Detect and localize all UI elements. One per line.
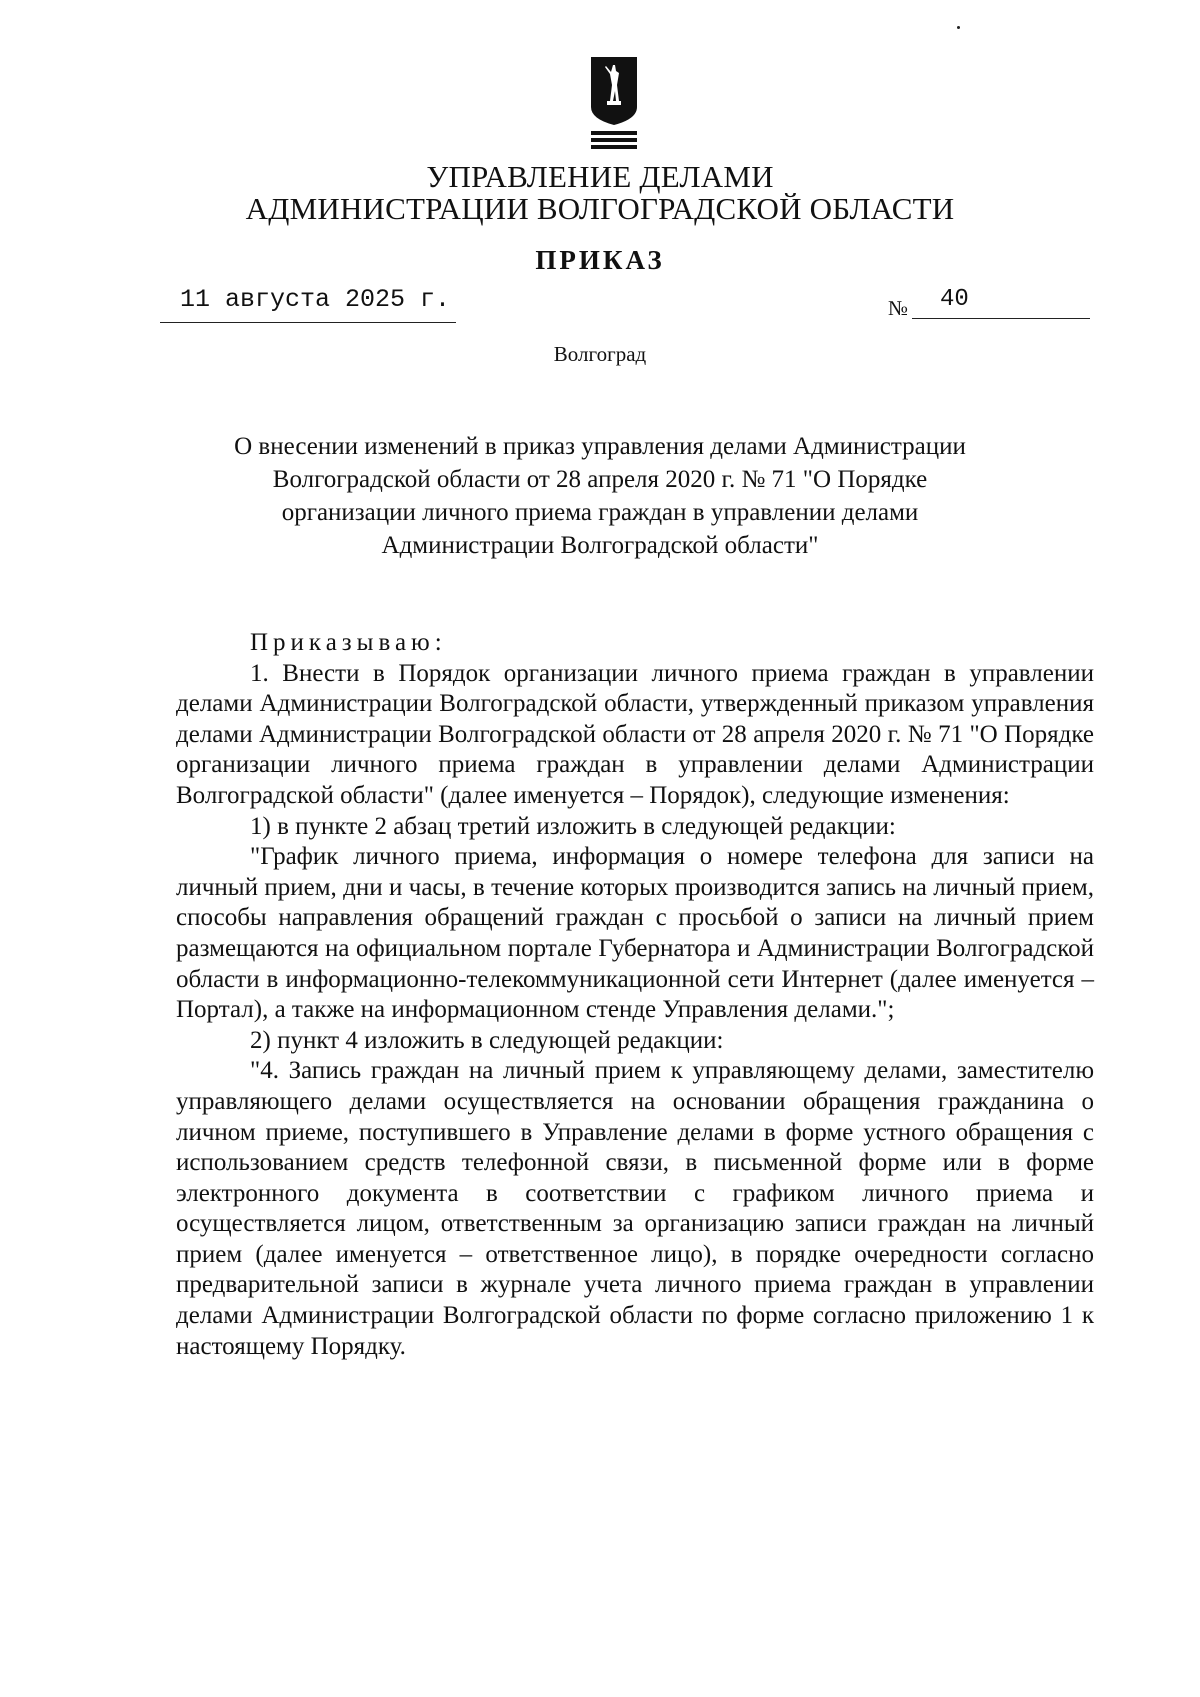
subject-line: организации личного приема граждан в управлении делами (281, 499, 919, 526)
organization-name-line2: АДМИНИСТРАЦИИ ВОЛГОГРАДСКОЙ ОБЛАСТИ (245, 191, 955, 226)
volgograd-coat-of-arms-icon (589, 55, 639, 150)
number-underline (912, 318, 1090, 319)
subject-line: О внесении изменений в приказ управления делами Администрации (234, 433, 966, 460)
order-preamble: Приказываю: (250, 629, 447, 656)
body-paragraph: "График личного приема, информация о номере телефона для записи на личный прием, дни и часы, в течение которых производится запись на личный прием, способы направления обращений граждан с просьбой о записи на личный прием размещаются на официальном портале Губернатора и Администрации Волгоградской области в информационно-телекоммуникационной сети Интернет (далее именуется – Портал), а также на информационном стенде Управления делами."; (176, 843, 1094, 1024)
document-subject (180, 430, 1020, 562)
date-underline (160, 322, 456, 323)
body-paragraph: 1. Внести в Порядок организации личного приема граждан в управлении делами Администрации Волгоградской области, утвержденный приказом управления делами Администрации Волгоградской области от 28 апреля 2020 г. № 71 "О Порядке организации личного приема граждан в управлении делами Администрации Волгоградской области" (далее именуется – Порядок), следующие изменения: (176, 659, 1094, 809)
document-body (176, 628, 1094, 1362)
subject-line: Администрации Волгоградской области" (381, 532, 819, 559)
organization-name-line1: УПРАВЛЕНИЕ ДЕЛАМИ (426, 159, 774, 194)
document-date: 11 августа 2025 г. (180, 285, 451, 314)
document-number-label: № (888, 296, 909, 320)
document-number: 40 (940, 286, 969, 313)
document-city: Волгоград (553, 342, 647, 366)
subject-line: Волгоградской области от 28 апреля 2020 г. № 71 "О Порядке (272, 466, 928, 493)
scan-speck (957, 26, 960, 29)
body-paragraph: 1) в пункте 2 абзац третий изложить в следующей редакции: (250, 812, 896, 840)
document-type-title: ПРИКАЗ (535, 245, 665, 275)
body-paragraph: 2) пункт 4 изложить в следующей редакции: (250, 1026, 724, 1054)
body-paragraph: "4. Запись граждан на личный прием к управляющему делами, заместителю управляющего делами осуществляется на основании обращения гражданина о личном приеме, поступившего в Управление делами в форме устного обращения с использованием средств телефонной связи, в письменной форме или в форме электронного документа в соответствии с графиком личного приема и осуществляется лицом, ответственным за организацию записи граждан на личный прием (далее именуется – ответственное лицо), в порядке очередности согласно предварительной записи в журнале учета личного приема граждан в управлении делами Администрации Волгоградской области по форме согласно приложению 1 к настоящему Порядку. (176, 1057, 1094, 1360)
